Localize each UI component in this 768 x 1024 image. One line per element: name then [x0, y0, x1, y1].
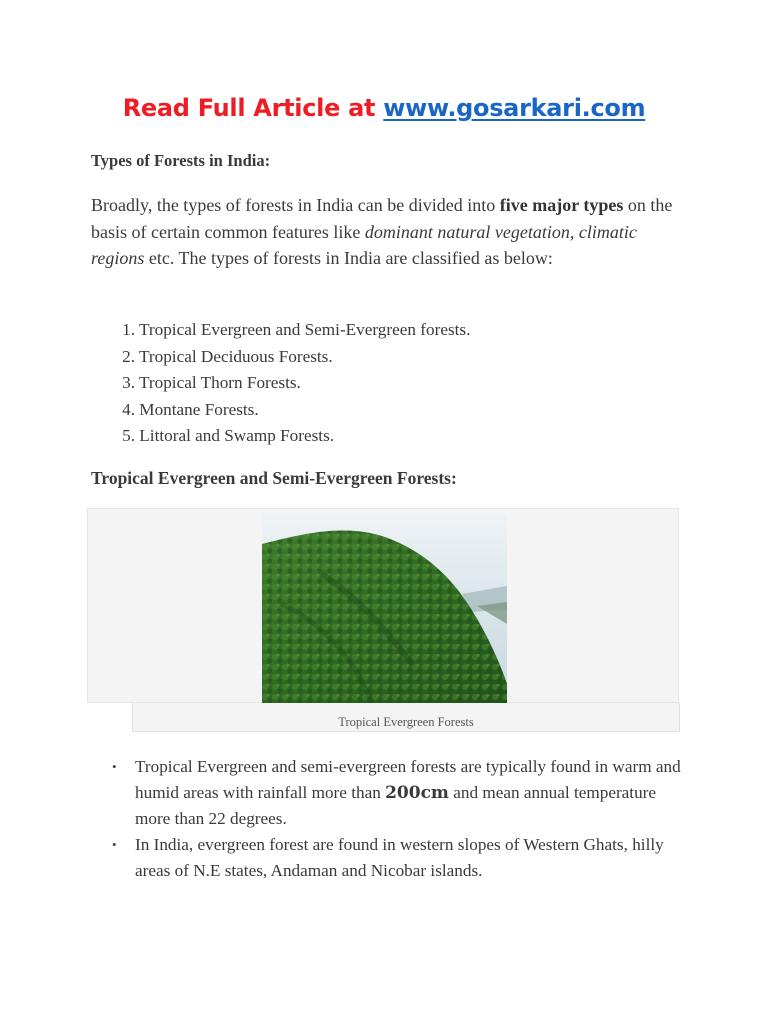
- intro-text-1: Broadly, the types of forests in India can be divided into: [91, 195, 500, 215]
- figure-caption: Tropical Evergreen Forests: [132, 703, 680, 732]
- list-item: [91, 344, 681, 371]
- types-heading: Types of Forests in India:: [91, 151, 271, 170]
- list-number: 2.: [122, 346, 135, 366]
- list-item: [91, 423, 681, 450]
- list-number: 1.: [122, 320, 135, 339]
- list-number: 5.: [122, 426, 135, 445]
- intro-italic: dominant natural vegetation, climatic regions: [91, 221, 637, 268]
- headline-prefix: Read Full Article at: [122, 94, 384, 122]
- bullet-text-b: and mean annual temperature more than 22 degrees.: [135, 783, 657, 828]
- list-item: [109, 754, 694, 832]
- intro-paragraph: [91, 192, 681, 272]
- headline-link[interactable]: www.gosarkari.com: [383, 94, 646, 122]
- tropical-bullets: [109, 754, 694, 884]
- intro-text-2: on the basis of certain common features like: [91, 195, 673, 242]
- list-text: Tropical Deciduous Forests.: [139, 346, 333, 366]
- tropical-heading: Tropical Evergreen and Semi-Evergreen Forests:: [91, 468, 457, 488]
- list-number: 3.: [122, 373, 135, 392]
- forest-photo: [262, 514, 507, 703]
- bullet-text-a: Tropical Evergreen and semi-evergreen forests are typically found in warm and humid areas with rainfall more than: [135, 757, 681, 802]
- intro-bold: five major types: [499, 195, 624, 215]
- intro-text-3: etc. The types of forests in India are classified as below:: [144, 248, 553, 268]
- list-text: Tropical Evergreen and Semi-Evergreen forests.: [139, 320, 471, 339]
- bullet-bold: 200cm: [385, 783, 449, 803]
- list-text: Tropical Thorn Forests.: [139, 373, 301, 392]
- bullet-text: In India, evergreen forest are found in western slopes of Western Ghats, hilly areas of N.E states, Andaman and Nicobar islands.: [135, 835, 664, 880]
- headline: [0, 94, 768, 122]
- list-number: 4.: [122, 399, 135, 419]
- list-item: [91, 397, 681, 424]
- forest-types-list: [91, 317, 681, 450]
- list-text: Montane Forests.: [139, 399, 259, 419]
- list-item: [109, 832, 694, 884]
- list-text: Littoral and Swamp Forests.: [139, 426, 335, 445]
- list-item: [91, 370, 681, 397]
- list-item: [91, 317, 681, 344]
